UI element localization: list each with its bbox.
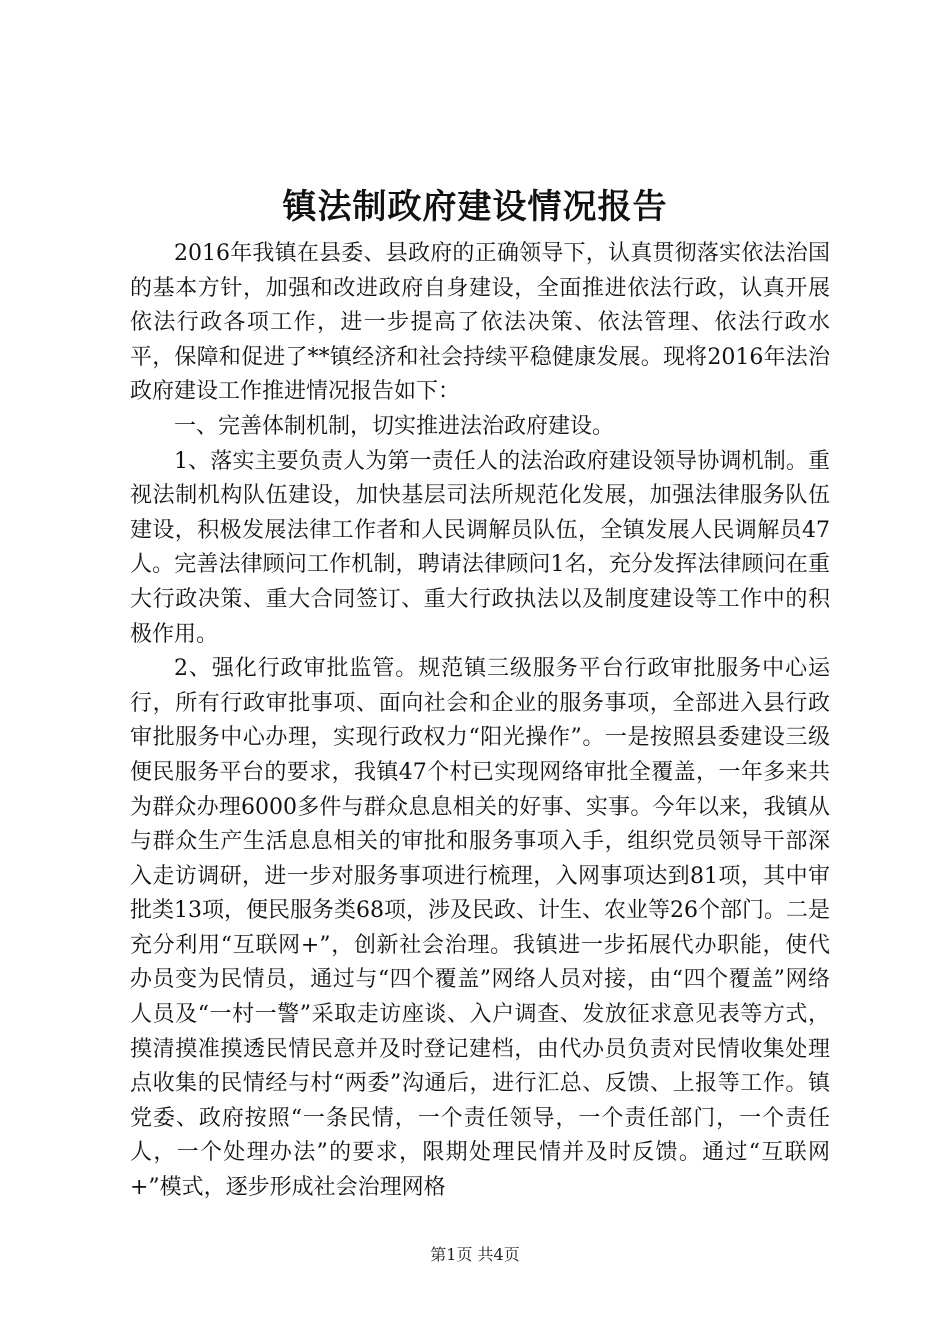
document-body [130, 237, 830, 1206]
paragraph-item-2: 2、强化行政审批监管。规范镇三级服务平台行政审批服务中心运行，所有行政审批事项、面向社会和企业的服务事项，全部进入县行政审批服务中心办理，实现行政权力“阳光操作”。一是按照县委建设三级便民服务平台的要求，我镇47个村已实现网络审批全覆盖，一年多来共为群众办理6000多件与群众息息相关的好事、实事。今年以来，我镇从与群众生产生活息息相关的审批和服务事项入手，组织党员领导干部深入走访调研，进一步对服务事项进行梳理，入网事项达到81项，其中审批类13项，便民服务类68项，涉及民政、计生、农业等26个部门。二是充分利用“互联网+”，创新社会治理。我镇进一步拓展代办职能，使代办员变为民情员，通过与“四个覆盖”网络人员对接，由“四个覆盖”网络人员及“一村一警”采取走访座谈、入户调查、发放征求意见表等方式，摸清摸准摸透民情民意并及时登记建档，由代办员负责对民情收集处理点收集的民情经与村“两委”沟通后，进行汇总、反馈、上报等工作。镇党委、政府按照“一条民情，一个责任领导，一个责任部门，一个责任人，一个处理办法”的要求，限期处理民情并及时反馈。通过“互联网+”模式，逐步形成社会治理网格 [130, 656, 830, 1201]
page-footer: 第1页 共4页 [430, 1245, 520, 1264]
document-title: 镇法制政府建设情况报告 [282, 187, 668, 227]
paragraph-intro: 2016年我镇在县委、县政府的正确领导下，认真贯彻落实依法治国的基本方针，加强和改进政府自身建设，全面推进依法行政，认真开展依法行政各项工作，进一步提高了依法决策、依法管理、依法行政水平，保障和促进了**镇经济和社会持续平稳健康发展。现将2016年法治政府建设工作推进情况报告如下： [130, 241, 830, 405]
section-heading-1: 一、完善体制机制，切实推进法治政府建设。 [174, 413, 615, 439]
paragraph-item-1: 1、落实主要负责人为第一责任人的法治政府建设领导协调机制。重视法制机构队伍建设，加快基层司法所规范化发展，加强法律服务队伍建设，积极发展法律工作者和人民调解员队伍，全镇发展人民调解员47人。完善法律顾问工作机制，聘请法律顾问1名，充分发挥法律顾问在重大行政决策、重大合同签订、重大行政执法以及制度建设等工作中的积极作用。 [130, 448, 830, 647]
